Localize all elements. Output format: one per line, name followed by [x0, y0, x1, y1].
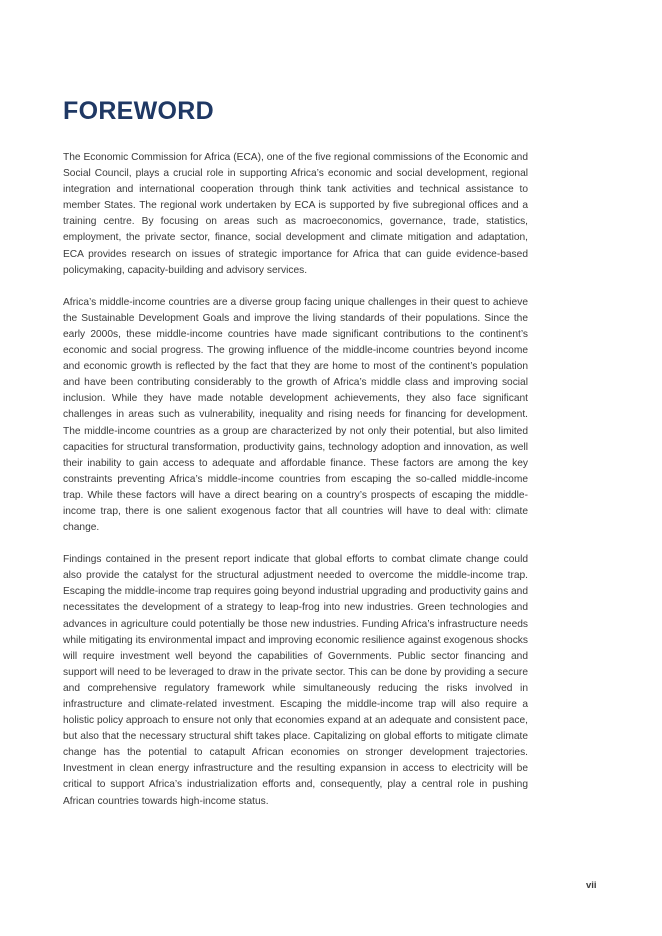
paragraph-1: The Economic Commission for Africa (ECA), one of the five regional commissions of the Economic and Social Council, plays a crucial role in supporting Africa’s economic and social development, regional integration and international cooperation through think tank activities and technical assistance to member States. The regional work undertaken by ECA is supported by five subregional offices and a training centre. By focusing on areas such as macroeconomics, governance, trade, statistics, employment, the private sector, finance, social development and climate mitigation and adaptation, ECA provides research on issues of strategic importance for Africa that can guide evidence-based policymaking, capacity-building and advisory services. [63, 152, 528, 276]
page-number: vii [586, 880, 597, 891]
paragraph-3: Findings contained in the present report indicate that global efforts to combat climate change could also provide the catalyst for the structural adjustment needed to overcome the middle-income trap. Escaping the middle-income trap requires going beyond industrial upgrading and productivity gains and necessitates the development of a strategy to leap-frog into new industries. Green technologies and advances in agriculture could potentially be those new industries. Funding Africa’s infrastructure needs while mitigating its environmental impact and improving economic resilience against exogenous shocks will require investment well beyond the capabilities of Governments. Public sector financing and support will need to be leveraged to draw in the private sector. This can be done by providing a secure and comprehensive regulatory framework while simultaneously reducing the risks involved in infrastructure and climate-related investment. Escaping the middle-income trap will also require a holistic policy approach to ensure not only that economies expand at an adequate and consistent pace, but also that the necessary structural shift takes place. Capitalizing on global efforts to mitigate climate change has the potential to catapult African economies on stronger development trajectories. Investment in clean energy infrastructure and the resulting expansion in access to electricity will be critical to support Africa’s industrialization efforts and, consequently, play a central role in pushing African countries towards high-income status. [63, 554, 528, 807]
page-title: FOREWORD [63, 97, 214, 125]
paragraph-2: Africa’s middle-income countries are a diverse group facing unique challenges in their quest to achieve the Sustainable Development Goals and improve the living standards of their populations. Since the early 2000s, these middle-income countries have made significant contributions to the continent’s economic and social progress. The growing influence of the middle-income countries beyond income and economic growth is reflected by the fact that they are home to most of the continent’s population and have been contributing considerably to the growth of Africa’s middle class and improving social inclusion. While they have made notable development achievements, they also face significant challenges in areas such as vulnerability, inequality and rising needs for financing for development. The middle-income countries as a group are characterized by not only their potential, but also limited capacities for structural transformation, productivity gains, technology adoption and innovation, as well their inability to gain access to adequate and affordable finance. These factors are among the key constraints preventing Africa’s middle-income countries from escaping the so-called middle-income trap. While these factors will have a direct bearing on a country’s prospects of escaping the middle-income trap, there is one salient exogenous factor that all countries will have to deal with: climate change. [63, 296, 528, 534]
foreword-body [63, 150, 528, 826]
